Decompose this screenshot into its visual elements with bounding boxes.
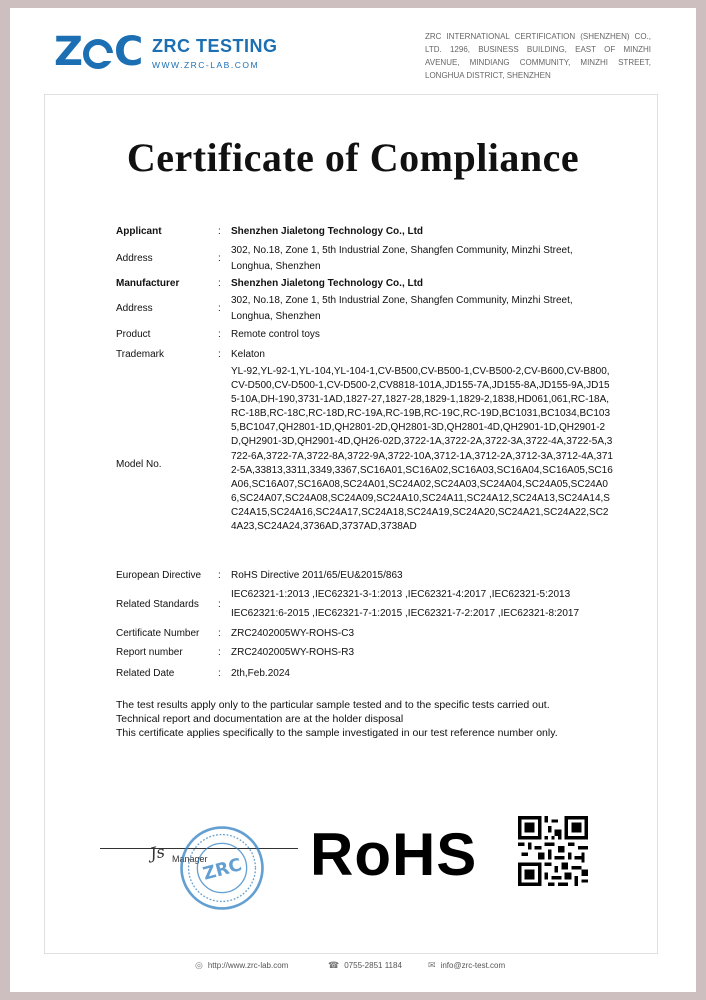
colon: : — [218, 628, 221, 639]
standards-line-2: IEC62321:6-2015 ,IEC62321-7-1:2015 ,IEC62321-7-2:2017 ,IEC62321-8:2017 — [231, 608, 580, 619]
company-seal-icon — [178, 824, 266, 912]
address-label: Address — [116, 253, 153, 264]
trademark-label: Trademark — [116, 349, 164, 360]
colon: : — [218, 349, 221, 360]
mail-icon: ✉ — [428, 960, 436, 970]
footer-email-text: info@zrc-test.com — [440, 961, 506, 970]
trademark-value: Kelaton — [231, 349, 265, 360]
colon: : — [218, 253, 221, 264]
colon: : — [218, 668, 221, 679]
rohs-mark: RoHS — [310, 821, 478, 888]
note-line: The test results apply only to the particular sample tested and to the specific tests carried out. — [116, 699, 550, 711]
address-label: Address — [116, 303, 153, 314]
colon: : — [218, 647, 221, 658]
date-label: Related Date — [116, 668, 175, 679]
footer-phone — [328, 960, 402, 971]
colon: : — [218, 226, 221, 237]
colon: : — [218, 599, 221, 610]
company-address: ZRC INTERNATIONAL CERTIFICATION (SHENZHEN) CO., LTD. 1296, BUSINESS BUILDING, EAST OF MINZHI AVENUE, MINDIANG COMMUNITY, MINZHI STREET, LONGHUA DISTRICT, SHENZHEN — [425, 32, 651, 80]
standards-label: Related Standards — [116, 599, 199, 610]
colon: : — [218, 570, 221, 581]
notes — [116, 698, 558, 740]
product-value: Remote control toys — [231, 329, 320, 340]
report-number-label: Report number — [116, 647, 183, 658]
applicant-address-value: 302, No.18, Zone 1, 5th Industrial Zone, Shangfen Community, Minzhi Street, Longhua, Shenzhen — [231, 245, 573, 272]
manufacturer-address-value: 302, No.18, Zone 1, 5th Industrial Zone, Shangfen Community, Minzhi Street, Longhua, Shenzhen — [231, 295, 573, 322]
footer-website-text: http://www.zrc-lab.com — [207, 961, 289, 970]
colon: : — [218, 329, 221, 340]
cert-number-label: Certificate Number — [116, 628, 200, 639]
model-label: Model No. — [116, 459, 162, 470]
standards-line-1: IEC62321-1:2013 ,IEC62321-3-1:2013 ,IEC62321-4:2017 ,IEC62321-5:2013 — [231, 589, 571, 600]
company-logo: Z C — [54, 29, 143, 75]
signature-label: Manager — [172, 854, 208, 864]
applicant-value: Shenzhen Jialetong Technology Co., Ltd — [231, 226, 424, 237]
manufacturer-value: Shenzhen Jialetong Technology Co., Ltd — [231, 278, 424, 289]
note-line: Technical report and documentation are at the holder disposal — [116, 713, 404, 725]
footer-email[interactable] — [428, 960, 505, 971]
company-website: WWW.ZRC-LAB.COM — [152, 60, 260, 70]
signature: Js — [148, 841, 167, 864]
footer-website[interactable] — [195, 960, 288, 971]
certificate-title: Certificate of Compliance — [126, 135, 580, 180]
cert-number-value: ZRC2402005WY-ROHS-C3 — [231, 628, 355, 639]
date-value: 2th,Feb.2024 — [231, 668, 290, 679]
qr-code-icon — [518, 816, 588, 886]
colon: : — [218, 303, 221, 314]
report-number-value: ZRC2402005WY-ROHS-R3 — [231, 647, 355, 658]
manufacturer-label: Manufacturer — [116, 278, 180, 289]
directive-value: RoHS Directive 2011/65/EU&2015/863 — [231, 570, 403, 581]
certificate-page — [10, 8, 696, 992]
colon: : — [218, 278, 221, 289]
footer-phone-text: 0755-2851 1184 — [344, 961, 402, 970]
company-name: ZRC TESTING — [152, 36, 278, 56]
product-label: Product — [116, 329, 151, 340]
seal-text: ZRC — [200, 855, 245, 885]
globe-icon: ◎ — [195, 960, 203, 970]
directive-label: European Directive — [116, 570, 202, 581]
applicant-label: Applicant — [116, 226, 162, 237]
note-line: This certificate applies specifically to the sample investigated in our test reference number only. — [116, 727, 558, 739]
phone-icon: ☎ — [328, 960, 340, 970]
model-value: YL-92,YL-92-1,YL-104,YL-104-1,CV-B500,CV-B500-1,CV-B500-2,CV-B600,CV-B800,CV-D500,CV-D500-1,CV-D500-2,CV8818-101A,JD155-7A,JD155-8A,JD155-9A,JD155-10A,DH-190,3731-1AD,1827-27,1827-28,1829-1,1829-2,1838,HD061,061,RC-18A,RC-18B,RC-18C,RC-18D,RC-19A,RC-19B,RC-19C,RC-19D,BC1031,BC1034,BC1035,BC1047,QH2801-1D,QH2801-2D,QH2801-3D,QH2801-4D,QH2901-1D,QH2901-2D,QH2901-3D,QH2901-4D,QH26-02D,3722-1A,3722-2A,3722-3A,3722-4A,3722-5A,3722-6A,3722-7A,3722-8A,3722-9A,3722-10A,3712-1A,3712-2A,3712-3A,3712-4A,3712-5A,33813,3311,3349,3367,SC16A01,SC16A02,SC16A03,SC16A04,SC16A05,SC16A06,SC16A07,SC16A08,SC24A01,SC24A02,SC24A03,SC24A04,SC24A05,SC24A06,SC24A07,SC24A08,SC24A09,SC24A10,SC24A11,SC24A12,SC24A13,SC24A14,SC24A15,SC24A16,SC24A17,SC24A18,SC24A19,SC24A20,SC24A21,SC24A22,SC24A23,SC24A24,3736AD,3737AD,3738AD — [231, 366, 613, 533]
